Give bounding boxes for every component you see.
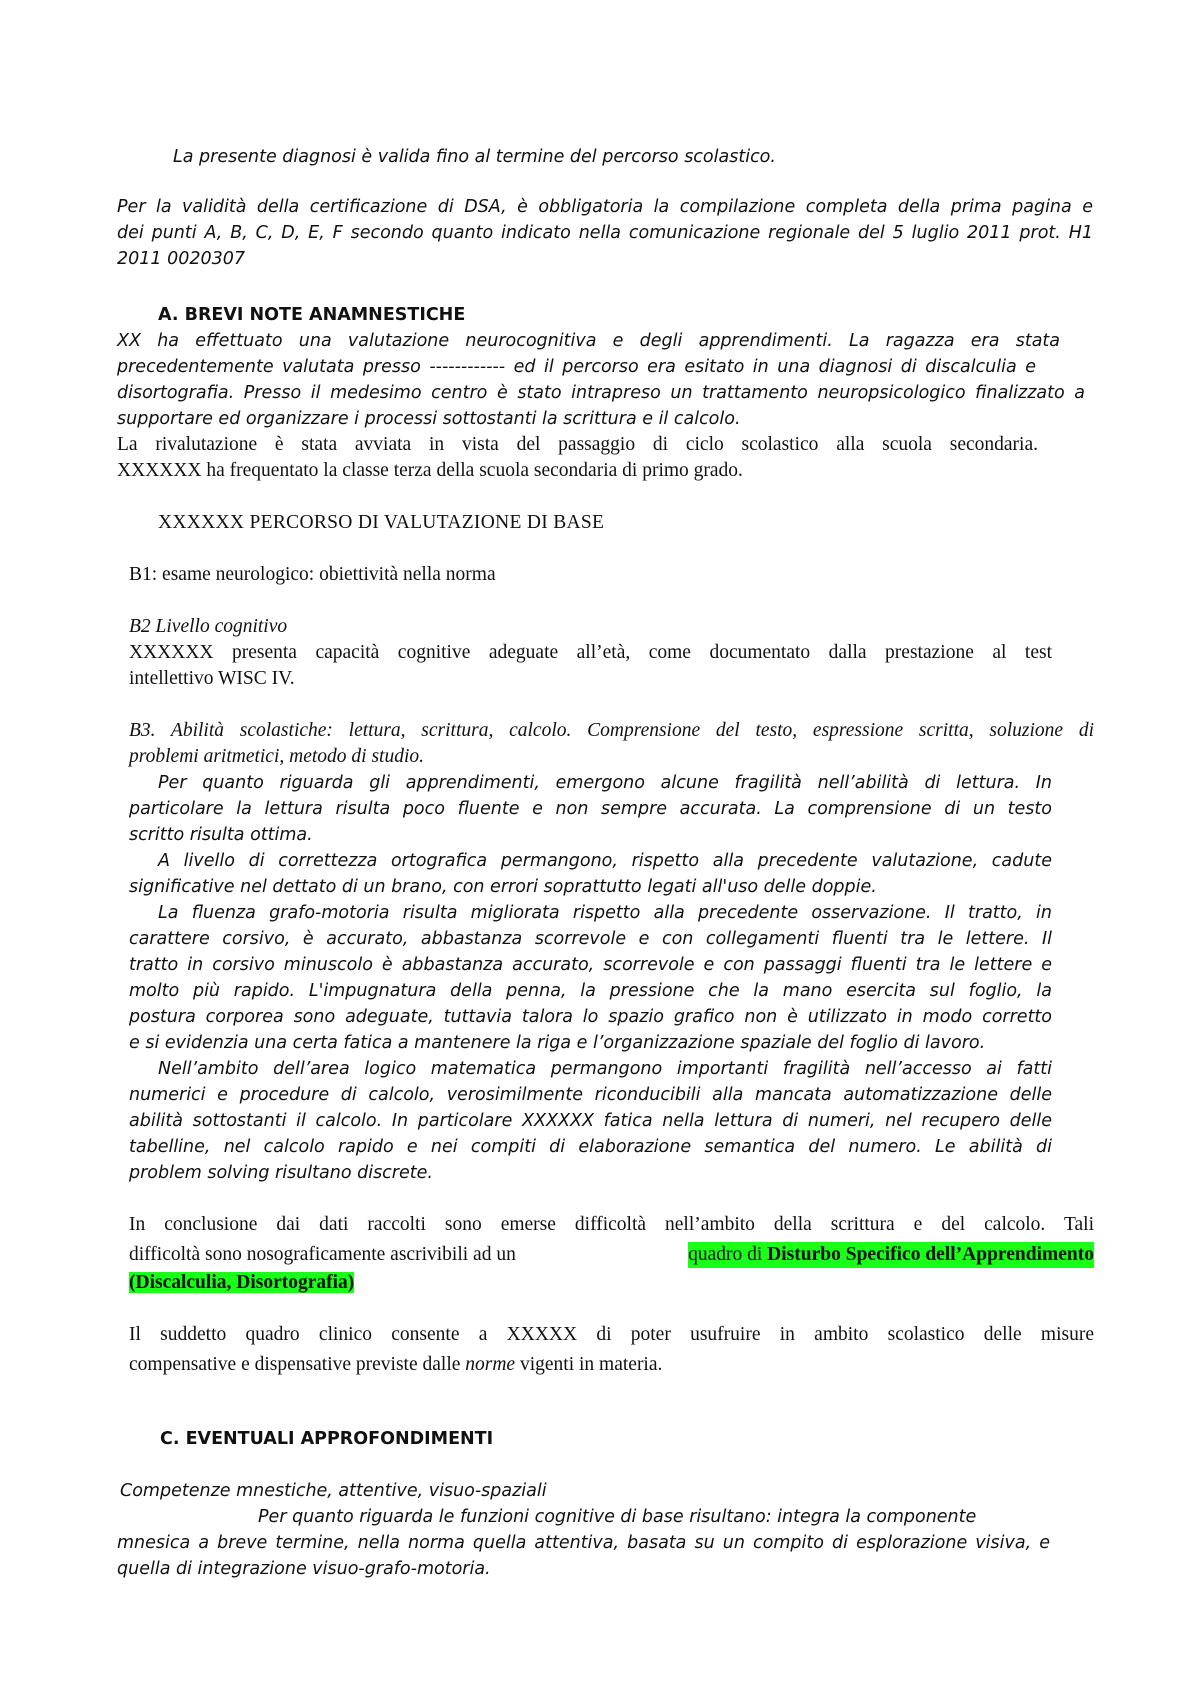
- validity-note: La presente diagnosi è valida fino al termine del percorso scolastico.: [173, 147, 776, 167]
- intro-line-1: Per la validità della certificazione di DSA, è obbligatoria la compilazione completa della prima pagina e: [117, 197, 1093, 217]
- section-a-line-6: XXXXXX ha frequentato la classe terza della scuola secondaria di primo grado.: [117, 460, 743, 481]
- b3-line-6: A livello di correttezza ortografica permangono, rispetto alla precedente valutazione, cadute: [158, 851, 1052, 871]
- measures-line-1: Il suddetto quadro clinico consente a XXXXX di poter usufruire in ambito scolastico delle misure: [129, 1324, 1094, 1345]
- section-c-heading: C. EVENTUALI APPROFONDIMENTI: [160, 1429, 494, 1449]
- conclusion-line-2: [129, 1242, 1094, 1268]
- b2-line-1: XXXXXX presenta capacità cognitive adeguate all’età, come documentato dalla prestazione al test: [129, 642, 1052, 663]
- measures-norme: norme: [465, 1354, 516, 1375]
- b3-line-4: particolare la lettura risulta poco fluente e non sempre accurata. La comprensione di un testo: [129, 799, 1052, 819]
- b3-line-13: e si evidenzia una certa fatica a mantenere la riga e l’organizzazione spaziale del foglio di lavoro.: [129, 1033, 986, 1053]
- b3-line-11: molto più rapido. L'impugnatura della penna, la pressione che la mano esercita sul foglio, la: [129, 981, 1052, 1001]
- b3-line-9: carattere corsivo, è accurato, abbastanza scorrevole e con collegamenti fluenti tra le lettere. Il: [129, 929, 1052, 949]
- section-a-line-3: disortografia. Presso il medesimo centro è stato intrapreso un trattamento neuropsicologico finalizzato a: [117, 383, 1085, 403]
- b3-line-2: problemi aritmetici, metodo di studio.: [129, 746, 425, 767]
- intro-line-3: 2011 0020307: [117, 249, 246, 269]
- section-c-line-2: mnesica a breve termine, nella norma quella attentiva, basata su un compito di esplorazione visiva, e: [117, 1533, 1050, 1553]
- b3-line-18: problem solving risultano discrete.: [129, 1163, 433, 1183]
- b3-line-12: postura corporea sono adeguate, tuttavia talora lo spazio grafico non è utilizzato in modo corretto: [129, 1007, 1052, 1027]
- b3-line-1: B3. Abilità scolastiche: lettura, scrittura, calcolo. Comprensione del testo, espressione scritta, soluzione di: [129, 720, 1094, 741]
- b3-line-3: Per quanto riguarda gli apprendimenti, emergono alcune fragilità nell’abilità di lettura. In: [158, 773, 1052, 793]
- b2-title: B2 Livello cognitivo: [129, 616, 288, 637]
- diagnosis-highlight-plain: quadro di: [688, 1244, 763, 1265]
- b3-line-14: Nell’ambito dell’area logico matematica permangono importanti fragilità nell’accesso ai fatti: [158, 1059, 1052, 1079]
- b3-line-16: abilità sottostanti il calcolo. In particolare XXXXXX fatica nella lettura di numeri, nel recupero delle: [129, 1111, 1052, 1131]
- b1-line: B1: esame neurologico: obiettività nella norma: [129, 564, 496, 585]
- b3-line-15: numerici e procedure di calcolo, verosimilmente riconducibili alla mancata automatizzazione delle: [129, 1085, 1052, 1105]
- section-a-line-1: XX ha effettuato una valutazione neurocognitiva e degli apprendimenti. La ragazza era stata: [117, 331, 1060, 351]
- conclusion-line-1: In conclusione dai dati raccolti sono emerse difficoltà nell’ambito della scrittura e del calcolo. Tali: [129, 1214, 1094, 1235]
- diagnosis-highlight-bold: Disturbo Specifico dell’Apprendimento: [767, 1244, 1094, 1265]
- b3-line-7: significative nel dettato di un brano, con errori soprattutto legati all'uso delle doppie.: [129, 877, 877, 897]
- intro-line-2: dei punti A, B, C, D, E, F secondo quanto indicato nella comunicazione regionale del 5 luglio 2011 prot. H1: [117, 223, 1093, 243]
- measures-post: vigenti in materia.: [519, 1354, 663, 1375]
- measures-line-2: [129, 1352, 662, 1378]
- b3-line-10: tratto in corsivo minuscolo è abbastanza accurato, scorrevole e con passaggi fluenti tra le lettere e: [129, 955, 1052, 975]
- section-c-line-3: quella di integrazione visuo-grafo-motoria.: [117, 1559, 491, 1579]
- b2-line-2: intellettivo WISC IV.: [129, 668, 295, 689]
- conclusion-line-3: [129, 1270, 354, 1296]
- measures-pre: compensative e dispensative previste dalle: [129, 1354, 461, 1375]
- section-a-line-4: supportare ed organizzare i processi sottostanti la scrittura e il calcolo.: [117, 409, 741, 429]
- b3-line-8: La fluenza grafo-motoria risulta migliorata rispetto alla precedente osservazione. Il tratto, in: [158, 903, 1052, 923]
- section-c-line-1: Per quanto riguarda le funzioni cognitive di base risultano: integra la componente: [258, 1507, 977, 1527]
- b3-line-17: tabelline, nel calcolo rapido e nei compiti di elaborazione semantica del numero. Le abilità di: [129, 1137, 1052, 1157]
- conclusion-text: difficoltà sono nosograficamente ascrivibili ad un: [129, 1244, 516, 1265]
- diagnosis-highlight: [688, 1242, 1094, 1268]
- diagnosis-types: (Discalculia, Disortografia): [129, 1272, 355, 1293]
- section-a-heading: A. BREVI NOTE ANAMNESTICHE: [158, 305, 466, 325]
- section-a-line-5: La rivalutazione è stata avviata in vista del passaggio di ciclo scolastico alla scuola secondaria.: [117, 434, 1038, 455]
- section-c-subtitle: Competenze mnestiche, attentive, visuo-spaziali: [120, 1481, 547, 1501]
- section-a-line-2: precedentemente valutata presso ------------ ed il percorso era esitato in una diagnosi di discalculia e: [117, 357, 1036, 377]
- section-b-heading: XXXXXX PERCORSO DI VALUTAZIONE DI BASE: [158, 512, 605, 533]
- b3-line-5: scritto risulta ottima.: [129, 825, 313, 845]
